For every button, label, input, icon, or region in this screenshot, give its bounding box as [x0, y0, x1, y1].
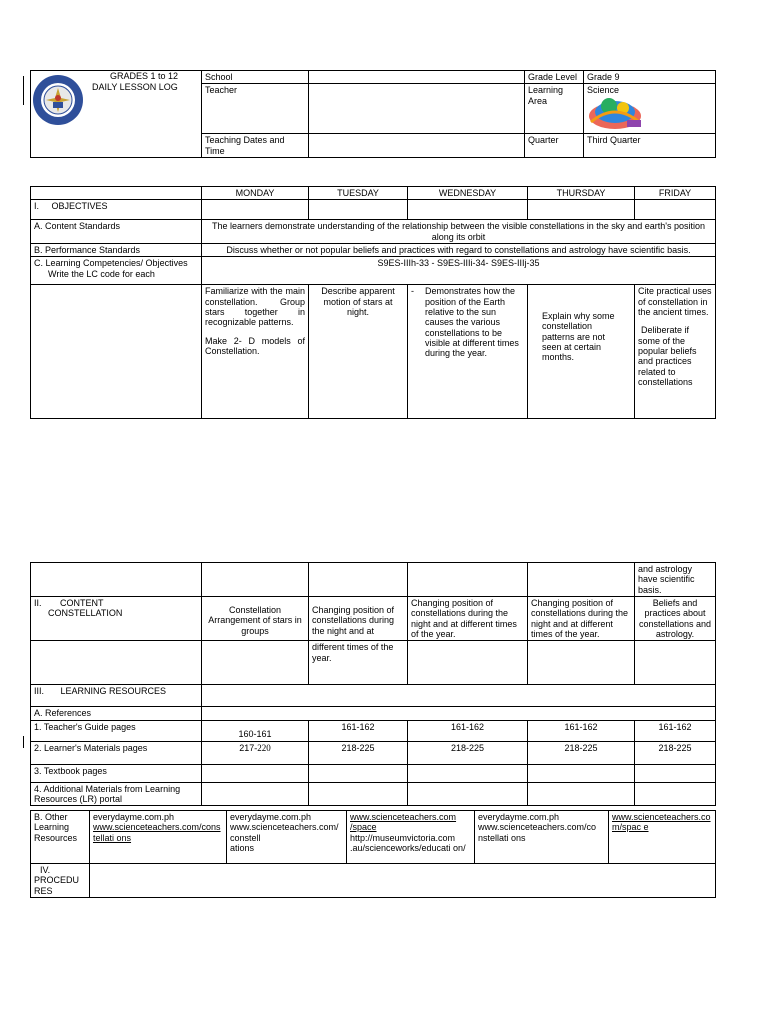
teacher-value[interactable] — [309, 84, 525, 134]
other-resources-table — [30, 810, 716, 898]
other-friday — [609, 811, 716, 864]
objectives-title: OBJECTIVES — [51, 201, 108, 212]
day-tuesday: TUESDAY — [309, 187, 408, 200]
content-cont-wed — [408, 641, 528, 685]
other-thursday-1[interactable]: everydayme.com.ph — [478, 812, 560, 822]
day-monday: MONDAY — [202, 187, 309, 200]
tg-wednesday: 161-162 — [408, 720, 528, 741]
lm-thursday: 218-225 — [528, 741, 635, 764]
day-thursday: THURSDAY — [528, 187, 635, 200]
friday-continued: and astrology have scientific basis. — [635, 563, 716, 597]
other-tuesday-2[interactable]: www.scienceteachers.com/ constell — [230, 822, 339, 843]
other-wednesday — [347, 811, 475, 864]
procedures-blank — [90, 864, 716, 898]
other-thursday-2[interactable]: www.scienceteachers.com/co nstellati ons — [478, 822, 597, 843]
lm-tuesday: 218-225 — [309, 741, 408, 764]
other-thursday — [475, 811, 609, 864]
content-wednesday: Changing position of constellations during the night and at different times of the year. — [408, 597, 528, 641]
grade-level-value: Grade 9 — [584, 71, 716, 84]
science-logo — [587, 92, 643, 132]
grade-level-label: Grade Level — [525, 71, 584, 84]
lm-wednesday: 218-225 — [408, 741, 528, 764]
cont-blank-mon — [202, 563, 309, 597]
objectives-heading — [31, 200, 202, 220]
other-tuesday — [227, 811, 347, 864]
day-wednesday: WEDNESDAY — [408, 187, 528, 200]
margin-bar-bottom — [23, 736, 24, 748]
procedures-title: PROCEDU RES — [34, 875, 80, 896]
quarter-value: Third Quarter — [584, 134, 716, 158]
learning-area-label: Learning Area — [525, 84, 584, 134]
header-dll-title: DAILY LESSON LOG — [92, 82, 178, 92]
school-label: School — [202, 71, 309, 84]
lr-num: III. — [34, 686, 45, 697]
tg-friday: 161-162 — [635, 720, 716, 741]
school-value[interactable] — [309, 71, 525, 84]
competency-thursday-text: Explain why some constellation patterns are not seen at certain months. — [542, 311, 615, 363]
cont-blank-wed — [408, 563, 528, 597]
lm-label: 2. Learner's Materials pages — [31, 741, 202, 764]
am-thu — [528, 782, 635, 806]
lc-label-line1: C. Learning Competencies/ Objectives — [34, 258, 188, 269]
objectives-num: I. — [34, 201, 40, 212]
performance-standards-label: B. Performance Standards — [31, 244, 202, 257]
am-mon — [202, 782, 309, 806]
deped-seal-logo — [32, 74, 84, 126]
lr-title: LEARNING RESOURCES — [60, 686, 167, 697]
content-monday: Constellation Arrangement of stars in groups — [202, 597, 309, 641]
competency-wednesday — [408, 285, 528, 419]
teacher-label: Teacher — [202, 84, 309, 134]
competency-thursday — [528, 285, 635, 419]
learning-area-value: Science — [584, 84, 716, 134]
competency-monday — [202, 285, 309, 419]
dates-value[interactable] — [309, 134, 525, 158]
content-sub: CONSTELLATION — [48, 608, 123, 619]
competency-wednesday-text: Demonstrates how the position of the Earth relative to the sun causes the various constellations to be visible at different times during the year. — [425, 286, 519, 359]
content-standards-text: The learners demonstrate understanding of the relationship between the visible constellations in the sky and earth's position along its orbit — [202, 220, 716, 244]
content-tuesday: Changing position of constellations during the night and at — [309, 597, 408, 641]
obj-blank-mon — [202, 200, 309, 220]
competency-blank — [31, 285, 202, 419]
content-cont-thu — [528, 641, 635, 685]
other-monday-link[interactable]: www.scienceteachers.com/constellati ons — [93, 822, 221, 843]
obj-blank-tue — [309, 200, 408, 220]
procedures-num: IV. — [40, 865, 51, 875]
tb-tue — [309, 764, 408, 782]
lm-monday — [202, 741, 309, 764]
am-wed — [408, 782, 528, 806]
content-friday: Beliefs and practices about constellations and astrology. — [635, 597, 716, 641]
cont-blank-thu — [528, 563, 635, 597]
content-num: II. — [34, 598, 42, 609]
wednesday-bullet: - — [411, 286, 414, 297]
tg-tuesday: 161-162 — [309, 720, 408, 741]
other-wednesday-2[interactable]: http://museumvictoria.com .au/scienceworks/educati on/ — [350, 832, 466, 854]
references-blank — [202, 707, 716, 720]
other-monday — [90, 811, 227, 864]
other-monday-1[interactable]: everydayme.com.ph — [93, 812, 175, 822]
other-friday-link[interactable]: www.scienceteachers.co m/spac e — [612, 812, 711, 833]
quarter-label: Quarter — [525, 134, 584, 158]
lr-blank — [202, 685, 716, 707]
margin-bar-top — [23, 76, 24, 105]
competency-friday-1: Cite practical uses of constellation in the ancient times. — [638, 286, 712, 318]
day-friday: FRIDAY — [635, 187, 716, 200]
content-heading — [31, 597, 202, 641]
lc-codes: S9ES-IIIh-33 - S9ES-IIIi-34- S9ES-IIIj-35 — [202, 257, 716, 285]
days-corner — [31, 187, 202, 200]
tg-label: 1. Teacher's Guide pages — [31, 720, 202, 741]
tb-mon — [202, 764, 309, 782]
additional-materials-label: 4. Additional Materials from Learning Resources (LR) portal — [31, 782, 202, 806]
tb-wed — [408, 764, 528, 782]
cont-blank-label — [31, 563, 202, 597]
tg-thursday: 161-162 — [528, 720, 635, 741]
textbook-label: 3. Textbook pages — [31, 764, 202, 782]
header-grades-title: GRADES 1 to 12 — [110, 71, 179, 81]
obj-blank-fri — [635, 200, 716, 220]
dates-label: Teaching Dates and Time — [202, 134, 309, 158]
competency-tuesday: Describe apparent motion of stars at night. — [309, 285, 408, 419]
lc-label-line2: Write the LC code for each — [48, 268, 155, 279]
content-thursday: Changing position of constellations during the night and at different times of the year. — [528, 597, 635, 641]
references-label: A. References — [31, 707, 202, 720]
am-tue — [309, 782, 408, 806]
obj-blank-thu — [528, 200, 635, 220]
objectives-table — [30, 186, 716, 419]
lm-monday-b: -220 — [254, 742, 271, 753]
content-title: CONTENT — [60, 598, 104, 609]
competency-friday — [635, 285, 716, 419]
lm-monday-a: 217 — [239, 742, 255, 753]
other-resources-label: B. Other Learning Resources — [31, 811, 90, 864]
other-wednesday-link[interactable]: www.scienceteachers.com /space — [350, 812, 457, 833]
cont-blank-tue — [309, 563, 408, 597]
content-cont-blank — [31, 641, 202, 685]
other-tuesday-1[interactable]: everydayme.com.ph — [230, 812, 312, 822]
procedures-heading — [31, 864, 90, 898]
content-tuesday-cont: different times of the year. — [309, 641, 408, 685]
other-tuesday-3[interactable]: ations — [230, 843, 255, 854]
learning-competencies-label — [31, 257, 202, 285]
content-cont-fri — [635, 641, 716, 685]
competency-monday-2: Make 2- D models of Constellation. — [205, 335, 305, 357]
am-fri — [635, 782, 716, 806]
content-standards-label: A. Content Standards — [31, 220, 202, 244]
obj-blank-wed — [408, 200, 528, 220]
learning-resources-heading — [31, 685, 202, 707]
tb-thu — [528, 764, 635, 782]
tg-monday: 160-161 — [202, 720, 309, 741]
tb-fri — [635, 764, 716, 782]
content-cont-mon — [202, 641, 309, 685]
competency-monday-1: Familiarize with the main constellation. Group stars together in recognizable patterns. — [205, 286, 305, 328]
performance-standards-text: Discuss whether or not popular beliefs and practices with regard to constellations and astrology have scientific basis. — [202, 244, 716, 257]
competency-friday-2: Deliberate if some of the popular beliefs and practices related to constellations — [638, 325, 697, 388]
lm-friday: 218-225 — [635, 741, 716, 764]
content-resources-table — [30, 562, 716, 806]
